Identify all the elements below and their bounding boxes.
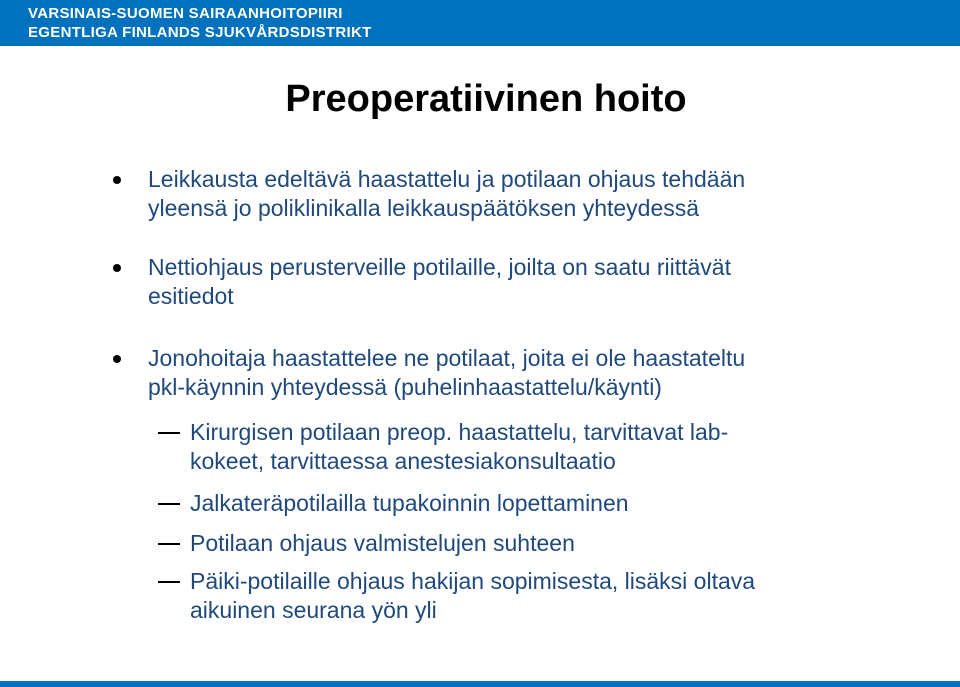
sub-bullet-item	[190, 489, 830, 518]
bullet-item	[148, 253, 868, 310]
sub-bullet-line: aikuinen seurana yön yli	[190, 596, 437, 623]
bullet-line: esitiedot	[148, 282, 234, 309]
bullet-icon	[113, 264, 121, 272]
sub-bullet-line: Jalkateräpotilailla tupakoinnin lopettaminen	[190, 490, 629, 516]
sub-bullet-line: Kirurgisen potilaan preop. haastattelu, tarvittavat lab-	[190, 419, 729, 445]
bullet-item	[148, 165, 868, 222]
sub-bullet-line: Potilaan ohjaus valmistelujen suhteen	[190, 530, 575, 556]
sub-bullet-item	[190, 418, 830, 475]
slide-title: Preoperatiivinen hoito	[285, 78, 687, 120]
bullet-icon	[113, 176, 121, 184]
bullet-line: Leikkausta edeltävä haastattelu ja potilaan ohjaus tehdään	[148, 166, 746, 192]
organization-name-swedish: EGENTLIGA FINLANDS SJUKVÅRDSDISTRIKT	[28, 24, 372, 41]
sub-bullet-item	[190, 567, 830, 624]
dash-icon	[158, 543, 180, 545]
bullet-line: yleensä jo poliklinikalla leikkauspäätöksen yhteydessä	[148, 194, 700, 221]
bullet-line: Jonohoitaja haastattelee ne potilaat, joita ei ole haastateltu	[148, 345, 746, 371]
header-band	[0, 0, 960, 46]
bullet-icon	[113, 355, 121, 363]
bullet-line: Nettiohjaus perusterveille potilaille, joilta on saatu riittävät	[148, 254, 731, 280]
sub-bullet-line: kokeet, tarvittaessa anestesiakonsultaatio	[190, 447, 616, 474]
sub-bullet-line: Päiki-potilaille ohjaus hakijan sopimisesta, lisäksi oltava	[190, 568, 756, 594]
organization-name-finnish: VARSINAIS-SUOMEN SAIRAANHOITOPIIRI	[28, 5, 343, 22]
bullet-item	[148, 344, 868, 401]
dash-icon	[158, 432, 180, 434]
dash-icon	[158, 503, 180, 505]
footer-band	[0, 681, 960, 687]
sub-bullet-item	[190, 529, 830, 558]
bullet-line: pkl-käynnin yhteydessä (puhelinhaastattelu/käynti)	[148, 373, 662, 400]
dash-icon	[158, 581, 180, 583]
